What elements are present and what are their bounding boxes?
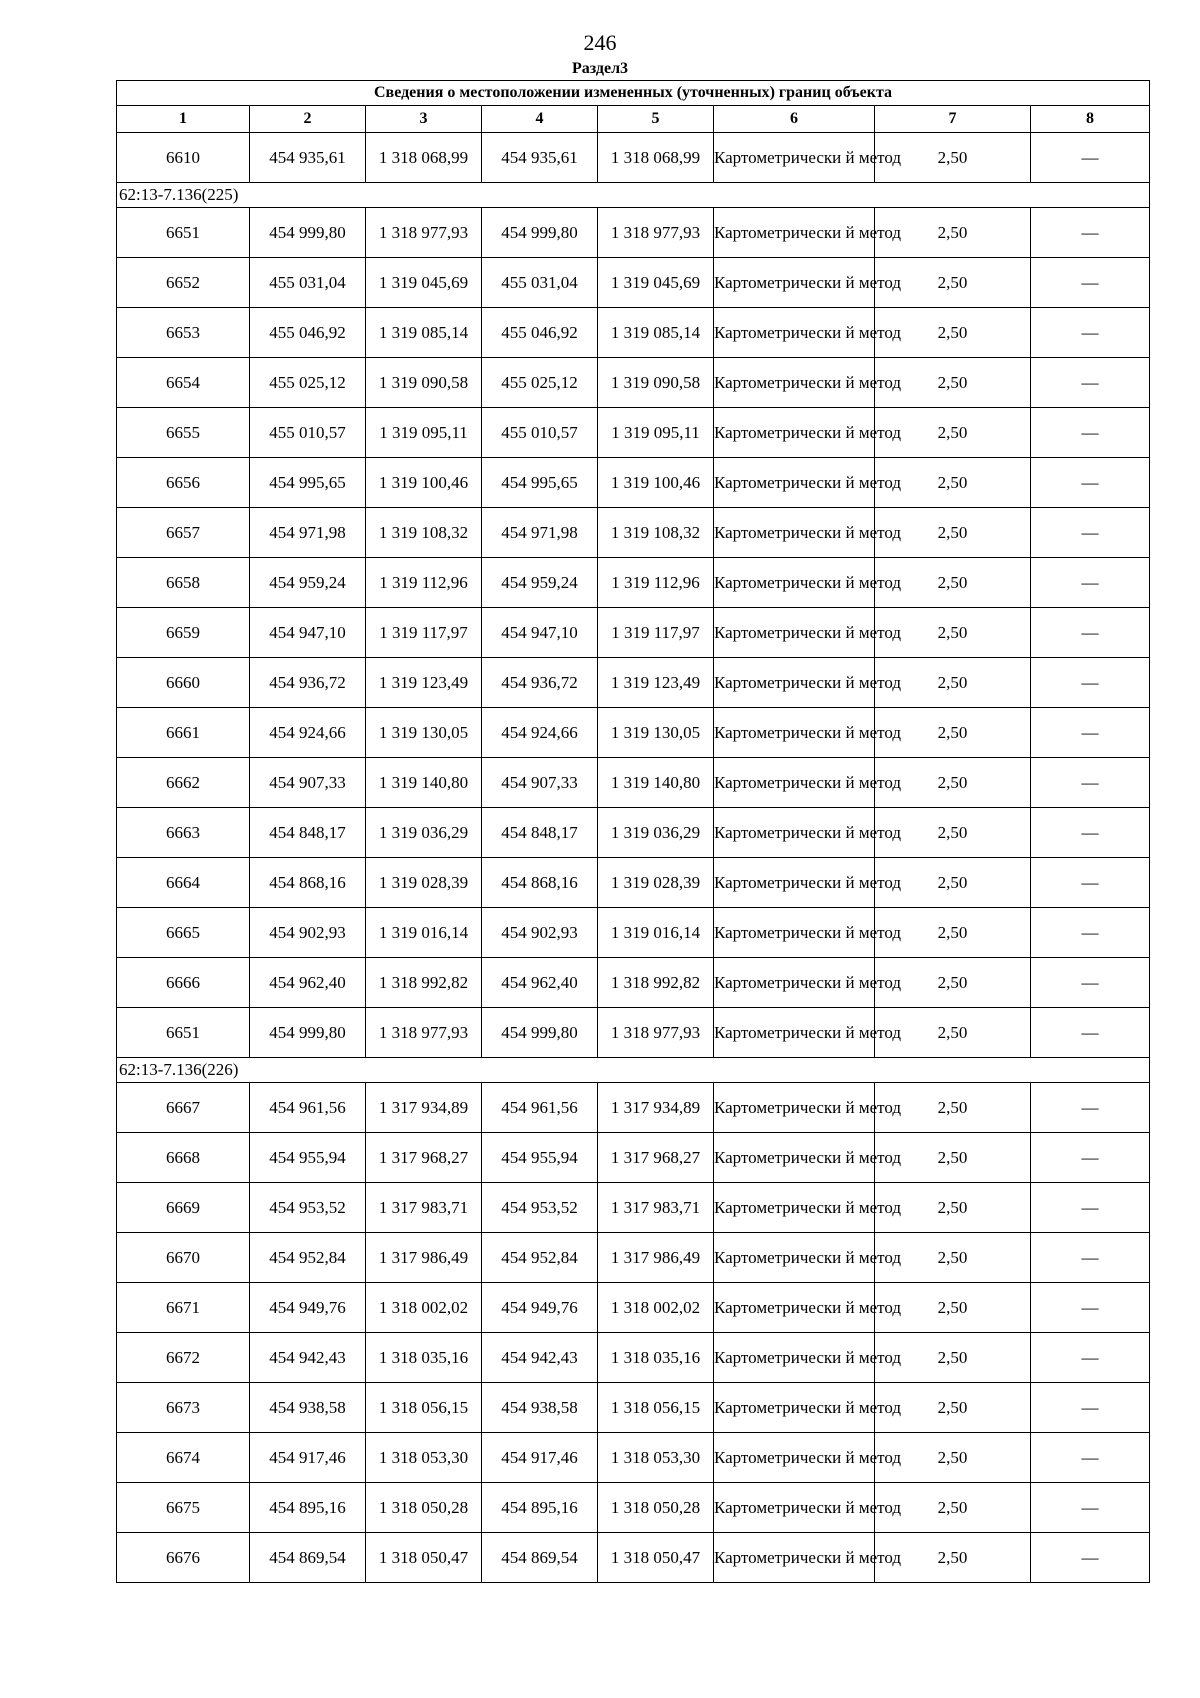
- point-number-cell: 6652: [117, 258, 250, 308]
- x-old-cell: 454 953,52: [250, 1183, 366, 1233]
- accuracy-cell: 2,50: [875, 1483, 1031, 1533]
- point-number-cell: 6672: [117, 1333, 250, 1383]
- x-new-cell: 454 936,72: [482, 658, 598, 708]
- accuracy-cell: 2,50: [875, 1283, 1031, 1333]
- accuracy-cell: 2,50: [875, 458, 1031, 508]
- column-header: 3: [366, 106, 482, 133]
- y-new-cell: 1 319 090,58: [598, 358, 714, 408]
- note-cell: —: [1031, 758, 1150, 808]
- point-number-cell: 6669: [117, 1183, 250, 1233]
- method-cell: Картометрически й метод: [714, 308, 875, 358]
- y-old-cell: 1 319 045,69: [366, 258, 482, 308]
- group-row: [117, 183, 1150, 208]
- x-new-cell: 454 895,16: [482, 1483, 598, 1533]
- accuracy-cell: 2,50: [875, 958, 1031, 1008]
- point-number-cell: 6673: [117, 1383, 250, 1433]
- x-new-cell: 454 935,61: [482, 133, 598, 183]
- x-new-cell: 455 031,04: [482, 258, 598, 308]
- point-number-cell: 6663: [117, 808, 250, 858]
- point-number-cell: 6668: [117, 1133, 250, 1183]
- y-new-cell: 1 318 056,15: [598, 1383, 714, 1433]
- point-number-cell: 6675: [117, 1483, 250, 1533]
- point-number-cell: 6660: [117, 658, 250, 708]
- y-old-cell: 1 318 977,93: [366, 208, 482, 258]
- x-new-cell: 454 942,43: [482, 1333, 598, 1383]
- y-old-cell: 1 318 977,93: [366, 1008, 482, 1058]
- method-cell: Картометрически й метод: [714, 1083, 875, 1133]
- y-old-cell: 1 319 028,39: [366, 858, 482, 908]
- accuracy-cell: 2,50: [875, 708, 1031, 758]
- x-old-cell: 454 936,72: [250, 658, 366, 708]
- y-old-cell: 1 318 056,15: [366, 1383, 482, 1433]
- accuracy-cell: 2,50: [875, 608, 1031, 658]
- method-cell: Картометрически й метод: [714, 258, 875, 308]
- y-old-cell: 1 319 117,97: [366, 608, 482, 658]
- y-old-cell: 1 319 036,29: [366, 808, 482, 858]
- note-cell: —: [1031, 1133, 1150, 1183]
- table-row: [117, 208, 1150, 258]
- y-old-cell: 1 317 983,71: [366, 1183, 482, 1233]
- method-cell: Картометрически й метод: [714, 758, 875, 808]
- accuracy-cell: 2,50: [875, 258, 1031, 308]
- column-header: 1: [117, 106, 250, 133]
- table-row: [117, 1233, 1150, 1283]
- x-new-cell: 455 046,92: [482, 308, 598, 358]
- accuracy-cell: 2,50: [875, 558, 1031, 608]
- method-cell: Картометрически й метод: [714, 708, 875, 758]
- x-old-cell: 454 949,76: [250, 1283, 366, 1333]
- method-cell: Картометрически й метод: [714, 1383, 875, 1433]
- method-cell: Картометрически й метод: [714, 1333, 875, 1383]
- y-new-cell: 1 318 053,30: [598, 1433, 714, 1483]
- point-number-cell: 6671: [117, 1283, 250, 1333]
- y-old-cell: 1 319 095,11: [366, 408, 482, 458]
- y-new-cell: 1 319 085,14: [598, 308, 714, 358]
- method-cell: Картометрически й метод: [714, 608, 875, 658]
- y-new-cell: 1 318 992,82: [598, 958, 714, 1008]
- x-old-cell: 455 025,12: [250, 358, 366, 408]
- point-number-cell: 6651: [117, 1008, 250, 1058]
- point-number-cell: 6655: [117, 408, 250, 458]
- y-old-cell: 1 319 100,46: [366, 458, 482, 508]
- table-row: [117, 808, 1150, 858]
- y-new-cell: 1 318 977,93: [598, 208, 714, 258]
- note-cell: —: [1031, 508, 1150, 558]
- table-row: [117, 1283, 1150, 1333]
- point-number-cell: 6664: [117, 858, 250, 908]
- method-cell: Картометрически й метод: [714, 1183, 875, 1233]
- accuracy-cell: 2,50: [875, 1533, 1031, 1583]
- point-number-cell: 6661: [117, 708, 250, 758]
- note-cell: —: [1031, 658, 1150, 708]
- x-old-cell: 454 902,93: [250, 908, 366, 958]
- table-row: [117, 358, 1150, 408]
- y-old-cell: 1 319 130,05: [366, 708, 482, 758]
- y-old-cell: 1 319 112,96: [366, 558, 482, 608]
- accuracy-cell: 2,50: [875, 1433, 1031, 1483]
- point-number-cell: 6662: [117, 758, 250, 808]
- table-body: [117, 133, 1150, 1583]
- method-cell: Картометрически й метод: [714, 908, 875, 958]
- accuracy-cell: 2,50: [875, 1008, 1031, 1058]
- y-new-cell: 1 318 035,16: [598, 1333, 714, 1383]
- y-new-cell: 1 319 036,29: [598, 808, 714, 858]
- accuracy-cell: 2,50: [875, 1233, 1031, 1283]
- x-new-cell: 454 962,40: [482, 958, 598, 1008]
- y-old-cell: 1 318 050,28: [366, 1483, 482, 1533]
- method-cell: Картометрически й метод: [714, 133, 875, 183]
- method-cell: Картометрически й метод: [714, 508, 875, 558]
- column-header: 2: [250, 106, 366, 133]
- point-number-cell: 6651: [117, 208, 250, 258]
- x-old-cell: 454 971,98: [250, 508, 366, 558]
- x-old-cell: 454 942,43: [250, 1333, 366, 1383]
- method-cell: Картометрически й метод: [714, 1283, 875, 1333]
- x-old-cell: 454 938,58: [250, 1383, 366, 1433]
- x-old-cell: 455 031,04: [250, 258, 366, 308]
- x-old-cell: 454 924,66: [250, 708, 366, 758]
- note-cell: —: [1031, 1008, 1150, 1058]
- y-old-cell: 1 318 992,82: [366, 958, 482, 1008]
- point-number-cell: 6674: [117, 1433, 250, 1483]
- y-new-cell: 1 317 934,89: [598, 1083, 714, 1133]
- y-old-cell: 1 319 140,80: [366, 758, 482, 808]
- y-new-cell: 1 317 983,71: [598, 1183, 714, 1233]
- x-old-cell: 454 868,16: [250, 858, 366, 908]
- method-cell: Картометрически й метод: [714, 558, 875, 608]
- method-cell: Картометрически й метод: [714, 458, 875, 508]
- x-old-cell: 455 046,92: [250, 308, 366, 358]
- table-row: [117, 133, 1150, 183]
- table-row: [117, 308, 1150, 358]
- column-header: 6: [714, 106, 875, 133]
- table-row: [117, 908, 1150, 958]
- x-old-cell: 454 995,65: [250, 458, 366, 508]
- x-new-cell: 454 917,46: [482, 1433, 598, 1483]
- table-caption: Сведения о местоположении измененных (уточненных) границ объекта: [117, 81, 1150, 106]
- point-number-cell: 6670: [117, 1233, 250, 1283]
- y-new-cell: 1 319 123,49: [598, 658, 714, 708]
- point-number-cell: 6676: [117, 1533, 250, 1583]
- note-cell: —: [1031, 1283, 1150, 1333]
- accuracy-cell: 2,50: [875, 858, 1031, 908]
- x-old-cell: 454 869,54: [250, 1533, 366, 1583]
- x-new-cell: 455 010,57: [482, 408, 598, 458]
- note-cell: —: [1031, 708, 1150, 758]
- accuracy-cell: 2,50: [875, 1333, 1031, 1383]
- point-number-cell: 6610: [117, 133, 250, 183]
- y-old-cell: 1 317 968,27: [366, 1133, 482, 1183]
- note-cell: —: [1031, 1383, 1150, 1433]
- point-number-cell: 6667: [117, 1083, 250, 1133]
- x-old-cell: 454 848,17: [250, 808, 366, 858]
- method-cell: Картометрически й метод: [714, 1233, 875, 1283]
- note-cell: —: [1031, 858, 1150, 908]
- x-new-cell: 454 999,80: [482, 208, 598, 258]
- point-number-cell: 6665: [117, 908, 250, 958]
- note-cell: —: [1031, 358, 1150, 408]
- y-new-cell: 1 319 117,97: [598, 608, 714, 658]
- x-old-cell: 454 999,80: [250, 1008, 366, 1058]
- accuracy-cell: 2,50: [875, 408, 1031, 458]
- note-cell: —: [1031, 558, 1150, 608]
- point-number-cell: 6654: [117, 358, 250, 408]
- note-cell: —: [1031, 958, 1150, 1008]
- point-number-cell: 6653: [117, 308, 250, 358]
- method-cell: Картометрически й метод: [714, 408, 875, 458]
- table-row: [117, 1533, 1150, 1583]
- x-new-cell: 454 952,84: [482, 1233, 598, 1283]
- group-row: [117, 1058, 1150, 1083]
- note-cell: —: [1031, 1333, 1150, 1383]
- x-new-cell: 454 961,56: [482, 1083, 598, 1133]
- x-old-cell: 454 947,10: [250, 608, 366, 658]
- column-header: 4: [482, 106, 598, 133]
- accuracy-cell: 2,50: [875, 808, 1031, 858]
- x-old-cell: 454 917,46: [250, 1433, 366, 1483]
- note-cell: —: [1031, 808, 1150, 858]
- y-new-cell: 1 318 977,93: [598, 1008, 714, 1058]
- method-cell: Картометрически й метод: [714, 1433, 875, 1483]
- table-row: [117, 1083, 1150, 1133]
- note-cell: —: [1031, 208, 1150, 258]
- x-new-cell: 454 959,24: [482, 558, 598, 608]
- y-new-cell: 1 319 108,32: [598, 508, 714, 558]
- x-new-cell: 454 869,54: [482, 1533, 598, 1583]
- y-old-cell: 1 319 123,49: [366, 658, 482, 708]
- accuracy-cell: 2,50: [875, 308, 1031, 358]
- y-new-cell: 1 318 050,47: [598, 1533, 714, 1583]
- page-number: 246: [583, 30, 617, 55]
- method-cell: Картометрически й метод: [714, 1133, 875, 1183]
- x-new-cell: 454 902,93: [482, 908, 598, 958]
- x-new-cell: 454 947,10: [482, 608, 598, 658]
- x-new-cell: 455 025,12: [482, 358, 598, 408]
- cadastral-group-label: 62:13-7.136(225): [117, 183, 1150, 208]
- y-old-cell: 1 318 053,30: [366, 1433, 482, 1483]
- y-new-cell: 1 318 050,28: [598, 1483, 714, 1533]
- note-cell: —: [1031, 1483, 1150, 1533]
- y-old-cell: 1 318 068,99: [366, 133, 482, 183]
- accuracy-cell: 2,50: [875, 1183, 1031, 1233]
- method-cell: Картометрически й метод: [714, 658, 875, 708]
- x-new-cell: 454 999,80: [482, 1008, 598, 1058]
- accuracy-cell: 2,50: [875, 208, 1031, 258]
- boundary-coordinates-table: [116, 80, 1150, 1583]
- table-row: [117, 558, 1150, 608]
- x-new-cell: 454 924,66: [482, 708, 598, 758]
- x-new-cell: 454 953,52: [482, 1183, 598, 1233]
- accuracy-cell: 2,50: [875, 1383, 1031, 1433]
- y-new-cell: 1 317 986,49: [598, 1233, 714, 1283]
- y-new-cell: 1 317 968,27: [598, 1133, 714, 1183]
- note-cell: —: [1031, 258, 1150, 308]
- note-cell: —: [1031, 1183, 1150, 1233]
- note-cell: —: [1031, 133, 1150, 183]
- x-old-cell: 454 895,16: [250, 1483, 366, 1533]
- table-row: [117, 1383, 1150, 1433]
- x-old-cell: 454 935,61: [250, 133, 366, 183]
- table-row: [117, 708, 1150, 758]
- accuracy-cell: 2,50: [875, 908, 1031, 958]
- table-row: [117, 458, 1150, 508]
- accuracy-cell: 2,50: [875, 358, 1031, 408]
- method-cell: Картометрически й метод: [714, 208, 875, 258]
- x-new-cell: 454 949,76: [482, 1283, 598, 1333]
- y-new-cell: 1 318 068,99: [598, 133, 714, 183]
- section-title: Раздел3: [571, 60, 629, 77]
- x-new-cell: 454 938,58: [482, 1383, 598, 1433]
- accuracy-cell: 2,50: [875, 1133, 1031, 1183]
- y-new-cell: 1 319 140,80: [598, 758, 714, 808]
- table-row: [117, 1333, 1150, 1383]
- table-row: [117, 408, 1150, 458]
- y-old-cell: 1 319 108,32: [366, 508, 482, 558]
- y-old-cell: 1 317 934,89: [366, 1083, 482, 1133]
- point-number-cell: 6657: [117, 508, 250, 558]
- y-new-cell: 1 318 002,02: [598, 1283, 714, 1333]
- method-cell: Картометрически й метод: [714, 808, 875, 858]
- column-header: 8: [1031, 106, 1150, 133]
- note-cell: —: [1031, 608, 1150, 658]
- method-cell: Картометрически й метод: [714, 1008, 875, 1058]
- note-cell: —: [1031, 458, 1150, 508]
- x-old-cell: 454 952,84: [250, 1233, 366, 1283]
- table-row: [117, 608, 1150, 658]
- y-old-cell: 1 317 986,49: [366, 1233, 482, 1283]
- x-old-cell: 454 999,80: [250, 208, 366, 258]
- x-new-cell: 454 971,98: [482, 508, 598, 558]
- note-cell: —: [1031, 1233, 1150, 1283]
- point-number-cell: 6658: [117, 558, 250, 608]
- y-old-cell: 1 319 090,58: [366, 358, 482, 408]
- point-number-cell: 6659: [117, 608, 250, 658]
- cadastral-group-label: 62:13-7.136(226): [117, 1058, 1150, 1083]
- method-cell: Картометрически й метод: [714, 958, 875, 1008]
- table-row: [117, 258, 1150, 308]
- table-row: [117, 1008, 1150, 1058]
- table-row: [117, 958, 1150, 1008]
- table-row: [117, 758, 1150, 808]
- x-new-cell: 454 955,94: [482, 1133, 598, 1183]
- y-new-cell: 1 319 095,11: [598, 408, 714, 458]
- note-cell: —: [1031, 308, 1150, 358]
- x-new-cell: 454 848,17: [482, 808, 598, 858]
- note-cell: —: [1031, 908, 1150, 958]
- method-cell: Картометрически й метод: [714, 358, 875, 408]
- x-old-cell: 454 962,40: [250, 958, 366, 1008]
- note-cell: —: [1031, 1433, 1150, 1483]
- y-old-cell: 1 319 085,14: [366, 308, 482, 358]
- table-row: [117, 658, 1150, 708]
- table-row: [117, 1133, 1150, 1183]
- y-old-cell: 1 318 035,16: [366, 1333, 482, 1383]
- y-old-cell: 1 318 050,47: [366, 1533, 482, 1583]
- y-old-cell: 1 318 002,02: [366, 1283, 482, 1333]
- y-new-cell: 1 319 045,69: [598, 258, 714, 308]
- note-cell: —: [1031, 1533, 1150, 1583]
- table-row: [117, 1433, 1150, 1483]
- method-cell: Картометрически й метод: [714, 1533, 875, 1583]
- point-number-cell: 6666: [117, 958, 250, 1008]
- x-new-cell: 454 907,33: [482, 758, 598, 808]
- y-old-cell: 1 319 016,14: [366, 908, 482, 958]
- x-old-cell: 454 959,24: [250, 558, 366, 608]
- y-new-cell: 1 319 016,14: [598, 908, 714, 958]
- y-new-cell: 1 319 112,96: [598, 558, 714, 608]
- method-cell: Картометрически й метод: [714, 858, 875, 908]
- x-old-cell: 454 955,94: [250, 1133, 366, 1183]
- x-old-cell: 454 961,56: [250, 1083, 366, 1133]
- accuracy-cell: 2,50: [875, 658, 1031, 708]
- x-old-cell: 455 010,57: [250, 408, 366, 458]
- column-header: 5: [598, 106, 714, 133]
- note-cell: —: [1031, 1083, 1150, 1133]
- table-row: [117, 858, 1150, 908]
- accuracy-cell: 2,50: [875, 1083, 1031, 1133]
- x-old-cell: 454 907,33: [250, 758, 366, 808]
- accuracy-cell: 2,50: [875, 508, 1031, 558]
- y-new-cell: 1 319 130,05: [598, 708, 714, 758]
- method-cell: Картометрически й метод: [714, 1483, 875, 1533]
- point-number-cell: 6656: [117, 458, 250, 508]
- column-header: 7: [875, 106, 1031, 133]
- note-cell: —: [1031, 408, 1150, 458]
- y-new-cell: 1 319 028,39: [598, 858, 714, 908]
- accuracy-cell: 2,50: [875, 133, 1031, 183]
- x-new-cell: 454 868,16: [482, 858, 598, 908]
- table-row: [117, 508, 1150, 558]
- table-row: [117, 1183, 1150, 1233]
- table-row: [117, 1483, 1150, 1533]
- accuracy-cell: 2,50: [875, 758, 1031, 808]
- x-new-cell: 454 995,65: [482, 458, 598, 508]
- y-new-cell: 1 319 100,46: [598, 458, 714, 508]
